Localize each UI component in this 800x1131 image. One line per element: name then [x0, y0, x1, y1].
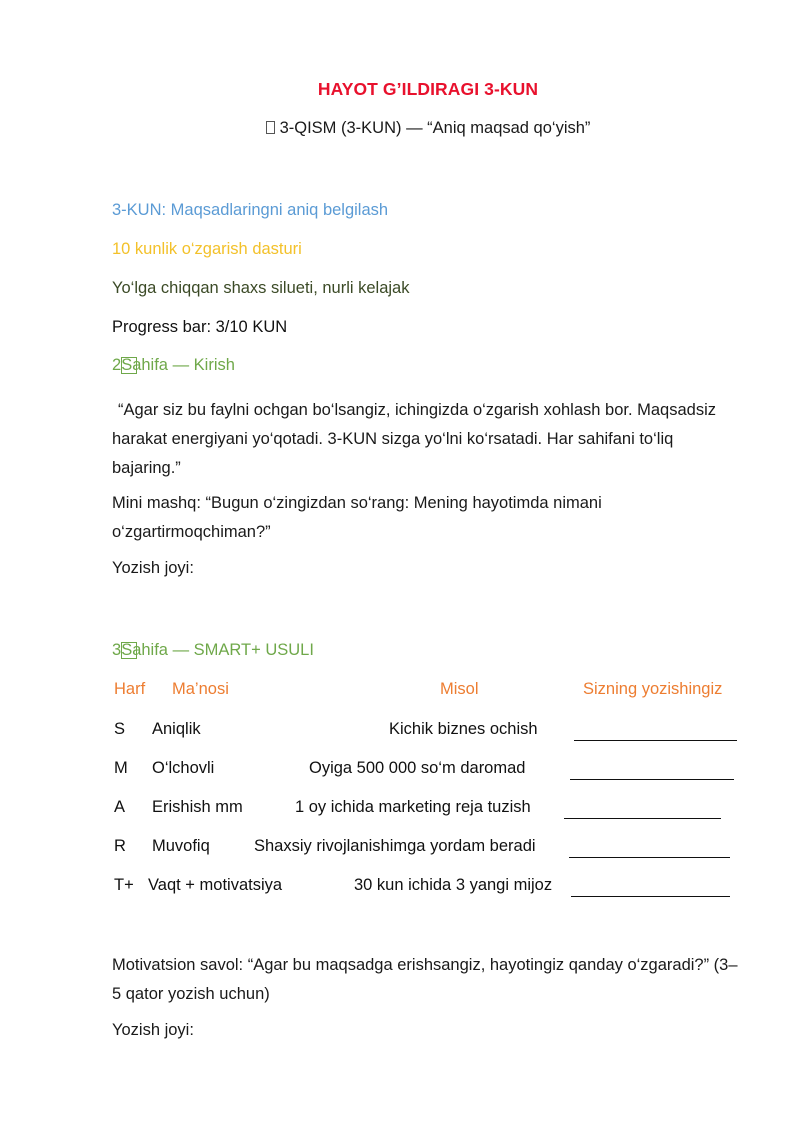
page-title: HAYOT G’ILDIRAGI 3-KUN	[317, 79, 539, 99]
row-meaning: Muvofiq	[152, 837, 210, 855]
motivation-question: Motivatsion savol: “Agar bu maqsadga erishsangiz, hayotingiz qanday o‘zgaradi?” (3–5 qator yozish uchun)	[112, 956, 738, 1003]
write-blank-field[interactable]	[574, 740, 737, 741]
row-meaning: O‘lchovli	[152, 759, 215, 777]
row-letter: T+	[114, 876, 134, 894]
section-letter-kirish: S	[121, 356, 133, 374]
column-header-misol: Misol	[440, 680, 479, 698]
column-header-manosi: Ma’nosi	[172, 680, 229, 698]
row-meaning: Vaqt + motivatsiya	[148, 876, 283, 894]
section-letter-smart: S	[121, 641, 133, 659]
row-letter: A	[114, 798, 126, 816]
kirish-quote: “Agar siz bu faylni ochgan bo‘lsangiz, ichingizda o‘zgarish xohlash bor. Maqsadsiz harakat energiyani yo‘qotadi. 3-KUN sizga yo‘lni ko‘rsatadi. Har sahifani to‘liq bajaring.”	[112, 401, 716, 477]
program-subtitle: 10 kunlik o‘zgarish dasturi	[112, 240, 302, 258]
kirish-write-label: Yozish joyi:	[112, 559, 194, 577]
day-heading: 3-KUN: Maqsadlaringni aniq belgilash	[112, 201, 389, 219]
section-heading-kirish	[112, 356, 235, 375]
progress-label: Progress bar: 3/10 KUN	[112, 318, 288, 336]
section-heading-smart-text: ahifa — SMART+ USULI	[132, 641, 314, 659]
row-example: 30 kun ichida 3 yangi mijoz	[354, 876, 553, 894]
column-header-harf: Harf	[114, 680, 146, 698]
write-blank-field[interactable]	[571, 896, 730, 897]
row-letter: R	[114, 837, 126, 855]
missing-glyph-icon	[266, 121, 275, 134]
write-blank-field[interactable]	[570, 779, 734, 780]
row-example: 1 oy ichida marketing reja tuzish	[295, 798, 531, 816]
row-example: Kichik biznes ochish	[389, 720, 538, 738]
row-example: Shaxsiy rivojlanishimga yordam beradi	[254, 837, 536, 855]
write-blank-field[interactable]	[564, 818, 721, 819]
row-letter: M	[114, 759, 128, 777]
column-header-sizning: Sizning yozishingiz	[583, 680, 723, 698]
section-heading-kirish-text: ahifa — Kirish	[132, 356, 235, 374]
visual-note: Yo‘lga chiqqan shaxs silueti, nurli kelajak	[112, 279, 410, 297]
write-blank-field[interactable]	[569, 857, 730, 858]
document-subtitle	[112, 119, 744, 138]
kirish-mini-task: Mini mashq: “Bugun o‘zingizdan so‘rang: Mening hayotimda nimani o‘zgartirmoqchiman?”	[112, 494, 602, 541]
row-meaning: Erishish mm	[152, 798, 243, 816]
row-letter: S	[114, 720, 126, 738]
document-subtitle-text: 3-QISM (3-KUN) — “Aniq maqsad qo‘yish”	[279, 119, 591, 137]
smart-write-label: Yozish joyi:	[112, 1021, 194, 1039]
row-example: Oyiga 500 000 so‘m daromad	[309, 759, 526, 777]
row-meaning: Aniqlik	[152, 720, 201, 738]
section-number-smart: 3	[112, 641, 122, 659]
section-heading-smart	[112, 641, 314, 660]
section-number-kirish: 2	[112, 356, 122, 374]
